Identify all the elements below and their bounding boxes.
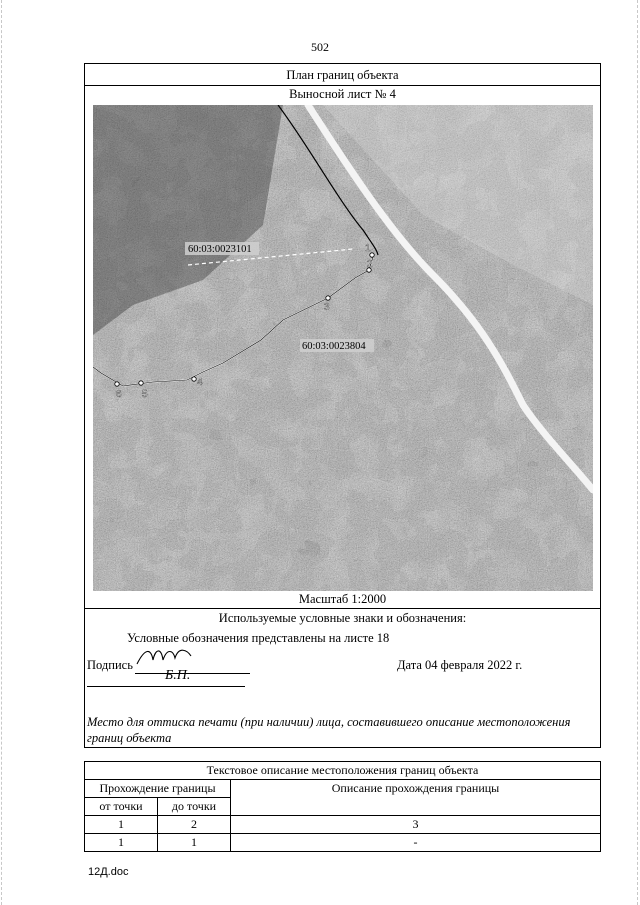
right-scan-edge <box>637 0 638 905</box>
row-2-from: 1 <box>85 834 158 852</box>
map-canvas <box>93 105 593 591</box>
point-6-marker <box>115 382 119 386</box>
document-filename: 12Д.doc <box>88 866 129 878</box>
point-4-marker <box>192 377 196 381</box>
parcel-label-1: 60:03:0023101 <box>188 244 252 255</box>
table-title: Текстовое описание местоположения границ объекта <box>85 762 601 780</box>
point-5-marker <box>139 381 143 385</box>
legend-heading: Используемые условные знаки и обозначения: <box>218 611 467 625</box>
boundary-description-table <box>84 761 601 852</box>
table-row <box>85 834 601 852</box>
point-label-2: 2 <box>367 259 373 270</box>
row-1-to: 2 <box>158 816 231 834</box>
signature-scribble <box>135 644 195 668</box>
row-2-desc: - <box>231 834 601 852</box>
signature-label: Подпись <box>87 658 133 672</box>
page-number: 502 <box>311 40 329 54</box>
map-scale: Масштаб 1:2000 <box>298 592 387 606</box>
point-label-6: 6 <box>116 389 122 400</box>
signer-name: Б.П. <box>165 668 191 683</box>
point-label-4: 4 <box>197 377 203 388</box>
signature-date: Дата 04 февраля 2022 г. <box>397 658 523 672</box>
col-description-header: Описание прохождения границы <box>231 780 601 816</box>
point-label-1: 1 <box>365 243 371 254</box>
sheet-title: Выносной лист № 4 <box>289 87 396 101</box>
satellite-map[interactable] <box>93 105 593 591</box>
legend-note: Условные обозначения представлены на листе 18 <box>127 631 390 645</box>
boundary-plan-frame <box>84 63 601 748</box>
row-1-desc: 3 <box>231 816 601 834</box>
point-label-3: 3 <box>324 302 330 313</box>
point-label-5: 5 <box>142 389 148 400</box>
stamp-place-note: Место для оттиска печати (при наличии) лица, составившего описание местоположения границ объекта <box>87 715 571 745</box>
col-to-header: до точки <box>158 798 231 816</box>
row-1-from: 1 <box>85 816 158 834</box>
group-header: Прохождение границы <box>85 780 231 798</box>
row-2-to: 1 <box>158 834 231 852</box>
left-scan-edge <box>1 0 2 905</box>
table-row <box>85 816 601 834</box>
point-3-marker <box>326 296 330 300</box>
col-from-header: от точки <box>85 798 158 816</box>
plan-title: План границ объекта <box>286 68 399 82</box>
parcel-label-2: 60:03:0023804 <box>302 341 366 352</box>
